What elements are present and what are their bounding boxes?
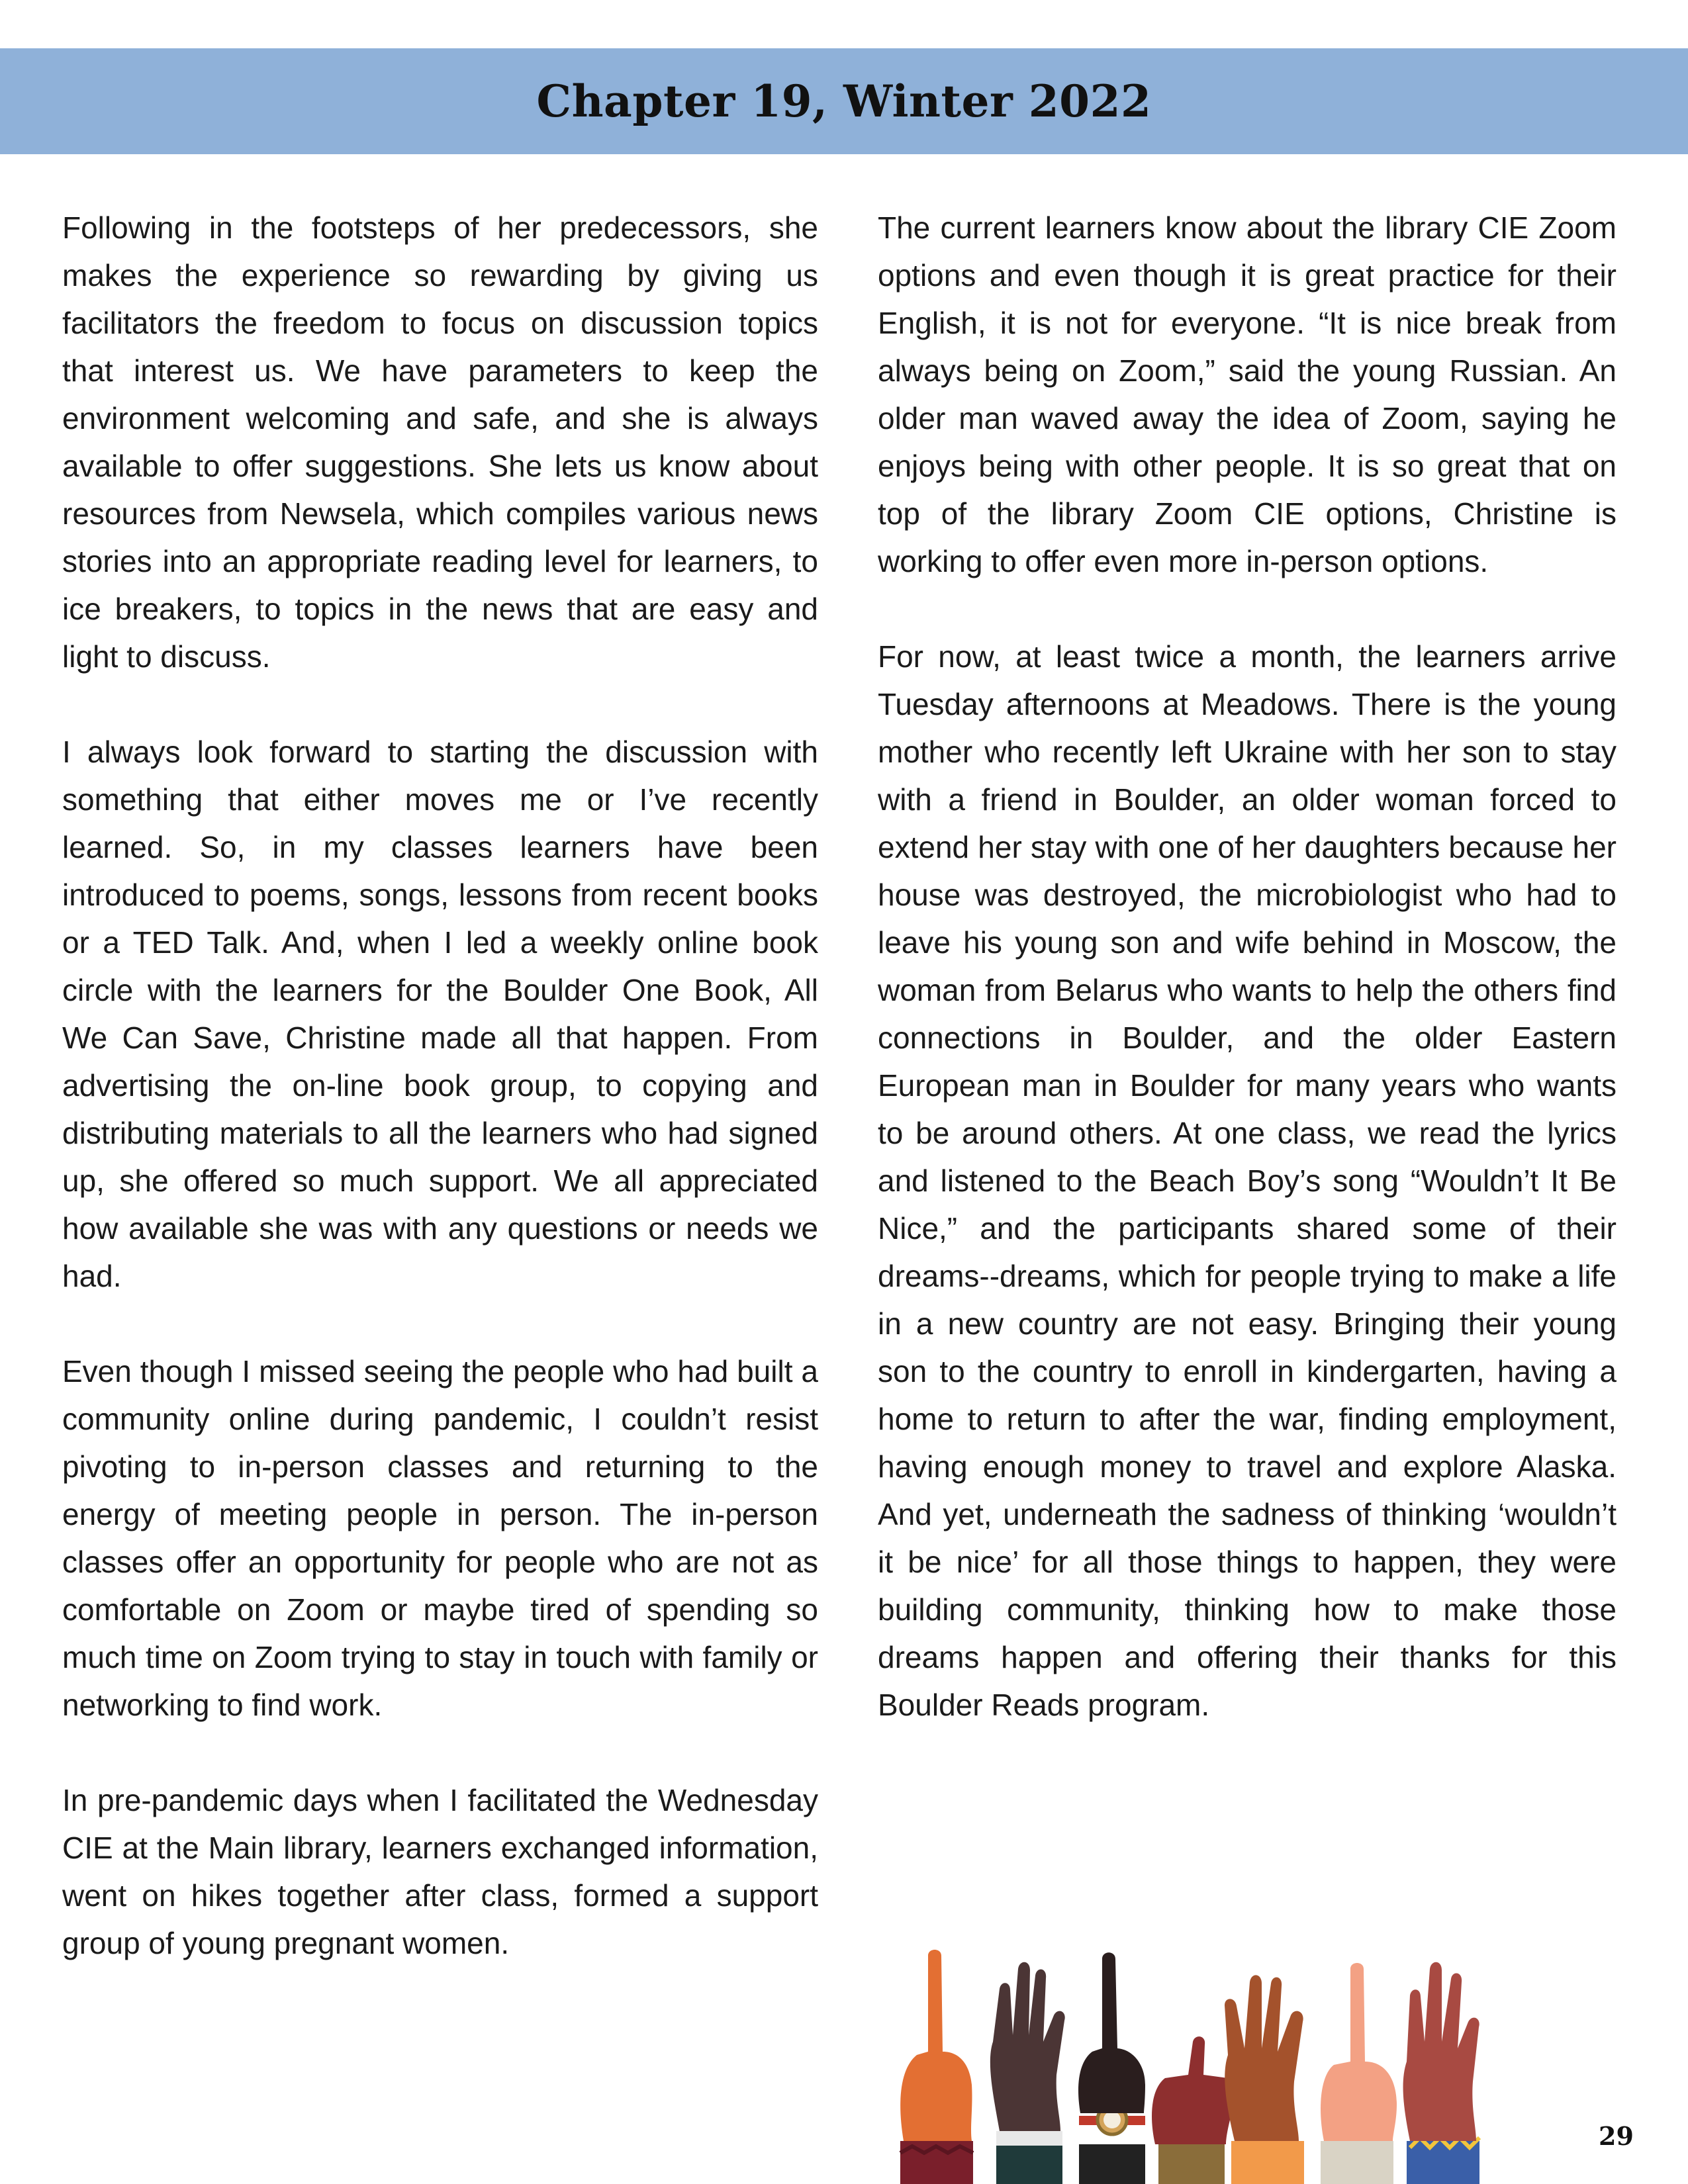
raised-hand-icon (1152, 2036, 1235, 2184)
paragraph: Following in the footsteps of her predecessors, she makes the experience so rewarding by giving us facilitators the freedom to focus on discussion topics that interest us. We have parameters to keep the environment welcoming and safe, and she is always available to offer suggestions. She lets us know about resources from Newsela, which compiles various news stories into an appropriate reading level for learners, to ice breakers, to topics in the news that are easy and light to discuss. (62, 210, 818, 674)
chapter-title: Chapter 19, Winter 2022 (536, 75, 1152, 127)
right-column (878, 204, 1617, 1729)
paragraph: The current learners know about the library CIE Zoom options and even though it is great practice for their English, it is not for everyone. “It is nice break from always being on Zoom,” said the young Russian. An older man waved away the idea of Zoom, saying he enjoys being with other people. It is so great that on top of the library Zoom CIE options, Christine is working to offer even more in-person options. (878, 210, 1617, 578)
page-number: 29 (1599, 2121, 1634, 2151)
raised-hand-icon (1321, 1963, 1397, 2184)
raised-hands-illustration (887, 1942, 1615, 2184)
paragraph: Even though I missed seeing the people who had built a community online during pandemic, I couldn’t resist pivoting to in-person classes and returning to the energy of meeting people in person. The in-person classes offer an opportunity for people who are not as comfortable on Zoom or maybe tired of spending so much time on Zoom trying to stay in touch with family or networking to find work. (62, 1354, 818, 1722)
raised-hand-icon (990, 1962, 1065, 2184)
raised-hand-icon (1225, 1975, 1304, 2184)
raised-hand-icon (1078, 1952, 1145, 2184)
chapter-header-banner (0, 48, 1688, 154)
raised-hand-icon (1403, 1962, 1479, 2184)
paragraph: For now, at least twice a month, the learners arrive Tuesday afternoons at Meadows. There is the young mother who recently left Ukraine with her son to stay with a friend in Boulder, an older woman forced to extend her stay with one of her daughters because her house was destroyed, the microbiologist who had to leave his young son and wife behind in Moscow, the woman from Belarus who wants to help the others find connections in Boulder, and the older Eastern European man in Boulder for many years who wants to be around others. At one class, we read the lyrics and listened to the Beach Boy’s song “Wouldn’t It Be Nice,” and the participants shared some of their dreams--dreams, which for people trying to make a life in a new country are not easy. Bringing their young son to the country to enroll in kindergarten, having a home to return to after the war, finding employment, having enough money to travel and explore Alaska. And yet, underneath the sadness of thinking ‘wouldn’t it be nice’ for all those things to happen, they were building community, thinking how to make those dreams happen and offering their thanks for this Boulder Reads program. (878, 639, 1617, 1722)
paragraph: I always look forward to starting the discussion with something that either moves me or I’ve recently learned. So, in my classes learners have been introduced to poems, songs, lessons from recent books or a TED Talk. And, when I led a weekly online book circle with the learners for the Boulder One Book, All We Can Save, Christine made all that happen. From advertising the on-line book group, to copying and distributing materials to all the learners who had signed up, she offered so much support. We all appreciated how available she was with any questions or needs we had. (62, 735, 818, 1293)
raised-hand-icon (900, 1950, 973, 2184)
left-column (62, 204, 818, 1967)
paragraph: In pre-pandemic days when I facilitated the Wednesday CIE at the Main library, learners exchanged information, went on hikes together after class, formed a support group of young pregnant women. (62, 1783, 818, 1960)
